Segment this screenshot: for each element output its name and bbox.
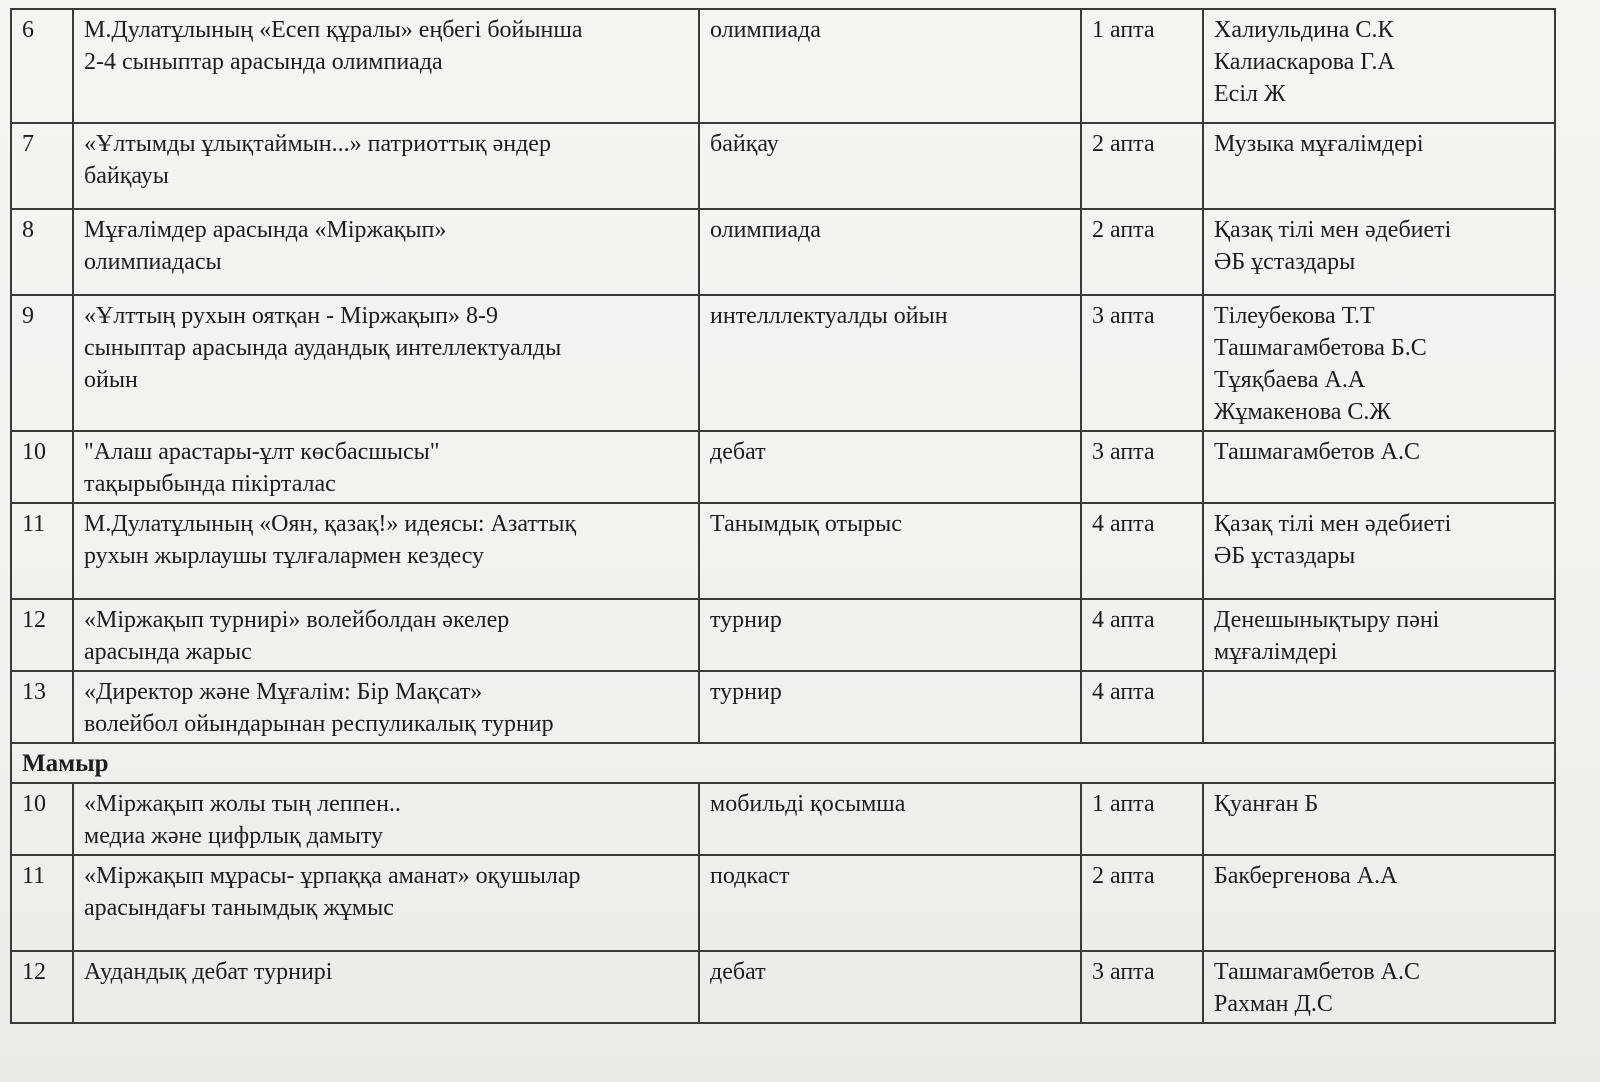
event-title: [73, 503, 699, 599]
event-title-line: олимпиадасы: [84, 249, 222, 275]
responsible-person: ӘБ ұстаздары: [1214, 543, 1356, 569]
event-title-line: тақырыбында пікірталас: [84, 471, 336, 497]
table-row: [11, 209, 1555, 295]
row-number: 11: [11, 855, 73, 951]
event-week: 1 апта: [1081, 9, 1203, 123]
table-row: [11, 123, 1555, 209]
section-row: [11, 743, 1555, 783]
event-title-line: ойын: [84, 367, 138, 393]
event-type: дебат: [699, 951, 1081, 1023]
row-number: 11: [11, 503, 73, 599]
event-responsible: [1203, 209, 1555, 295]
event-title-line: «Міржақып жолы тың леппен..: [84, 791, 401, 817]
event-title-line: рухын жырлаушы тұлғалармен кездесу: [84, 543, 485, 569]
event-responsible: [1203, 9, 1555, 123]
table-row: [11, 951, 1555, 1023]
responsible-person: Жұмакенова С.Ж: [1214, 399, 1391, 425]
event-type: мобильді қосымша: [699, 783, 1081, 855]
row-number: 9: [11, 295, 73, 431]
event-responsible: [1203, 295, 1555, 431]
responsible-person: ӘБ ұстаздары: [1214, 249, 1356, 275]
responsible-person: Тілеубекова Т.Т: [1214, 303, 1375, 329]
row-number: 13: [11, 671, 73, 743]
event-type: турнир: [699, 599, 1081, 671]
event-week: 2 апта: [1081, 209, 1203, 295]
event-week: 2 апта: [1081, 123, 1203, 209]
event-title-line: 2-4 сыныптар арасында олимпиада: [84, 49, 443, 75]
event-title: [73, 599, 699, 671]
table-row: [11, 9, 1555, 123]
event-type: Танымдық отырыс: [699, 503, 1081, 599]
event-week: 2 апта: [1081, 855, 1203, 951]
event-responsible: [1203, 671, 1555, 743]
table-row: [11, 599, 1555, 671]
event-type: турнир: [699, 671, 1081, 743]
responsible-person: Музыка мұғалімдері: [1214, 131, 1424, 157]
event-week: 4 апта: [1081, 599, 1203, 671]
responsible-person: Қазақ тілі мен әдебиеті: [1214, 511, 1452, 537]
event-title-line: Аудандық дебат турнирі: [84, 959, 333, 985]
event-title: [73, 209, 699, 295]
row-number: 10: [11, 431, 73, 503]
responsible-person: Тұяқбаева А.А: [1214, 367, 1366, 393]
event-type: олимпиада: [699, 209, 1081, 295]
event-title-line: волейбол ойындарынан респуликалық турнир: [84, 711, 554, 737]
event-type: байқау: [699, 123, 1081, 209]
event-title: [73, 783, 699, 855]
responsible-person: Есіл Ж: [1214, 81, 1286, 107]
event-week: 3 апта: [1081, 295, 1203, 431]
event-title-line: "Алаш арастары-ұлт көсбасшысы": [84, 439, 440, 465]
table-body-upper: [11, 9, 1555, 743]
event-title-line: «Міржақып мұрасы- ұрпаққа аманат» оқушылар: [84, 863, 581, 889]
event-type: интелллектуалды ойын: [699, 295, 1081, 431]
event-responsible: [1203, 123, 1555, 209]
event-responsible: [1203, 855, 1555, 951]
event-title-line: сыныптар арасында аудандық интеллектуалды: [84, 335, 562, 361]
event-responsible: [1203, 783, 1555, 855]
event-week: 4 апта: [1081, 671, 1203, 743]
event-type: олимпиада: [699, 9, 1081, 123]
event-title-line: «Міржақып турнирі» волейболдан әкелер: [84, 607, 510, 633]
event-title: [73, 9, 699, 123]
event-title: [73, 431, 699, 503]
section-title-may: Мамыр: [11, 743, 1555, 783]
event-title-line: «Директор және Мұғалім: Бір Мақсат»: [84, 679, 483, 705]
event-title-line: байқауы: [84, 163, 169, 189]
row-number: 8: [11, 209, 73, 295]
event-title-line: арасында жарыс: [84, 639, 252, 665]
event-title-line: «Ұлтымды ұлықтаймын...» патриоттық әндер: [84, 131, 551, 157]
responsible-person: Ташмагамбетова Б.С: [1214, 335, 1427, 361]
table-row: [11, 783, 1555, 855]
table-body-may: [11, 783, 1555, 1023]
event-week: 4 апта: [1081, 503, 1203, 599]
event-responsible: [1203, 503, 1555, 599]
responsible-person: Калиаскарова Г.А: [1214, 49, 1395, 75]
table-row: [11, 671, 1555, 743]
event-title-line: медиа және цифрлық дамыту: [84, 823, 383, 849]
responsible-person: мұғалімдері: [1214, 639, 1338, 665]
event-type: дебат: [699, 431, 1081, 503]
events-plan-table: [10, 8, 1556, 1024]
table-row: [11, 503, 1555, 599]
responsible-person: Денешынықтыру пәні: [1214, 607, 1440, 633]
row-number: 12: [11, 599, 73, 671]
table-row: [11, 295, 1555, 431]
event-title: [73, 855, 699, 951]
row-number: 12: [11, 951, 73, 1023]
table-row: [11, 855, 1555, 951]
responsible-person: Бакбергенова А.А: [1214, 863, 1398, 889]
event-responsible: [1203, 599, 1555, 671]
responsible-person: Қазақ тілі мен әдебиеті: [1214, 217, 1452, 243]
responsible-person: Қуанған Б: [1214, 791, 1319, 817]
event-week: 3 апта: [1081, 951, 1203, 1023]
event-week: 3 апта: [1081, 431, 1203, 503]
event-title-line: Мұғалімдер арасында «Міржақып»: [84, 217, 447, 243]
responsible-person: Ташмагамбетов А.С: [1214, 959, 1420, 985]
event-title: [73, 295, 699, 431]
row-number: 6: [11, 9, 73, 123]
event-title-line: М.Дулатұлының «Оян, қазақ!» идеясы: Азаттық: [84, 511, 577, 537]
row-number: 10: [11, 783, 73, 855]
event-responsible: [1203, 431, 1555, 503]
event-title-line: М.Дулатұлының «Есеп құралы» еңбегі бойынша: [84, 17, 583, 43]
table-body-section: [11, 743, 1555, 783]
event-title: [73, 123, 699, 209]
event-week: 1 апта: [1081, 783, 1203, 855]
event-title-line: «Ұлттың рухын оятқан - Міржақып» 8-9: [84, 303, 498, 329]
row-number: 7: [11, 123, 73, 209]
event-title: [73, 951, 699, 1023]
event-type: подкаст: [699, 855, 1081, 951]
event-title: [73, 671, 699, 743]
event-title-line: арасындағы танымдық жұмыс: [84, 895, 394, 921]
responsible-person: Рахман Д.С: [1214, 991, 1333, 1017]
responsible-person: Ташмагамбетов А.С: [1214, 439, 1420, 465]
responsible-person: Халиульдина С.К: [1214, 17, 1394, 43]
event-responsible: [1203, 951, 1555, 1023]
table-row: [11, 431, 1555, 503]
